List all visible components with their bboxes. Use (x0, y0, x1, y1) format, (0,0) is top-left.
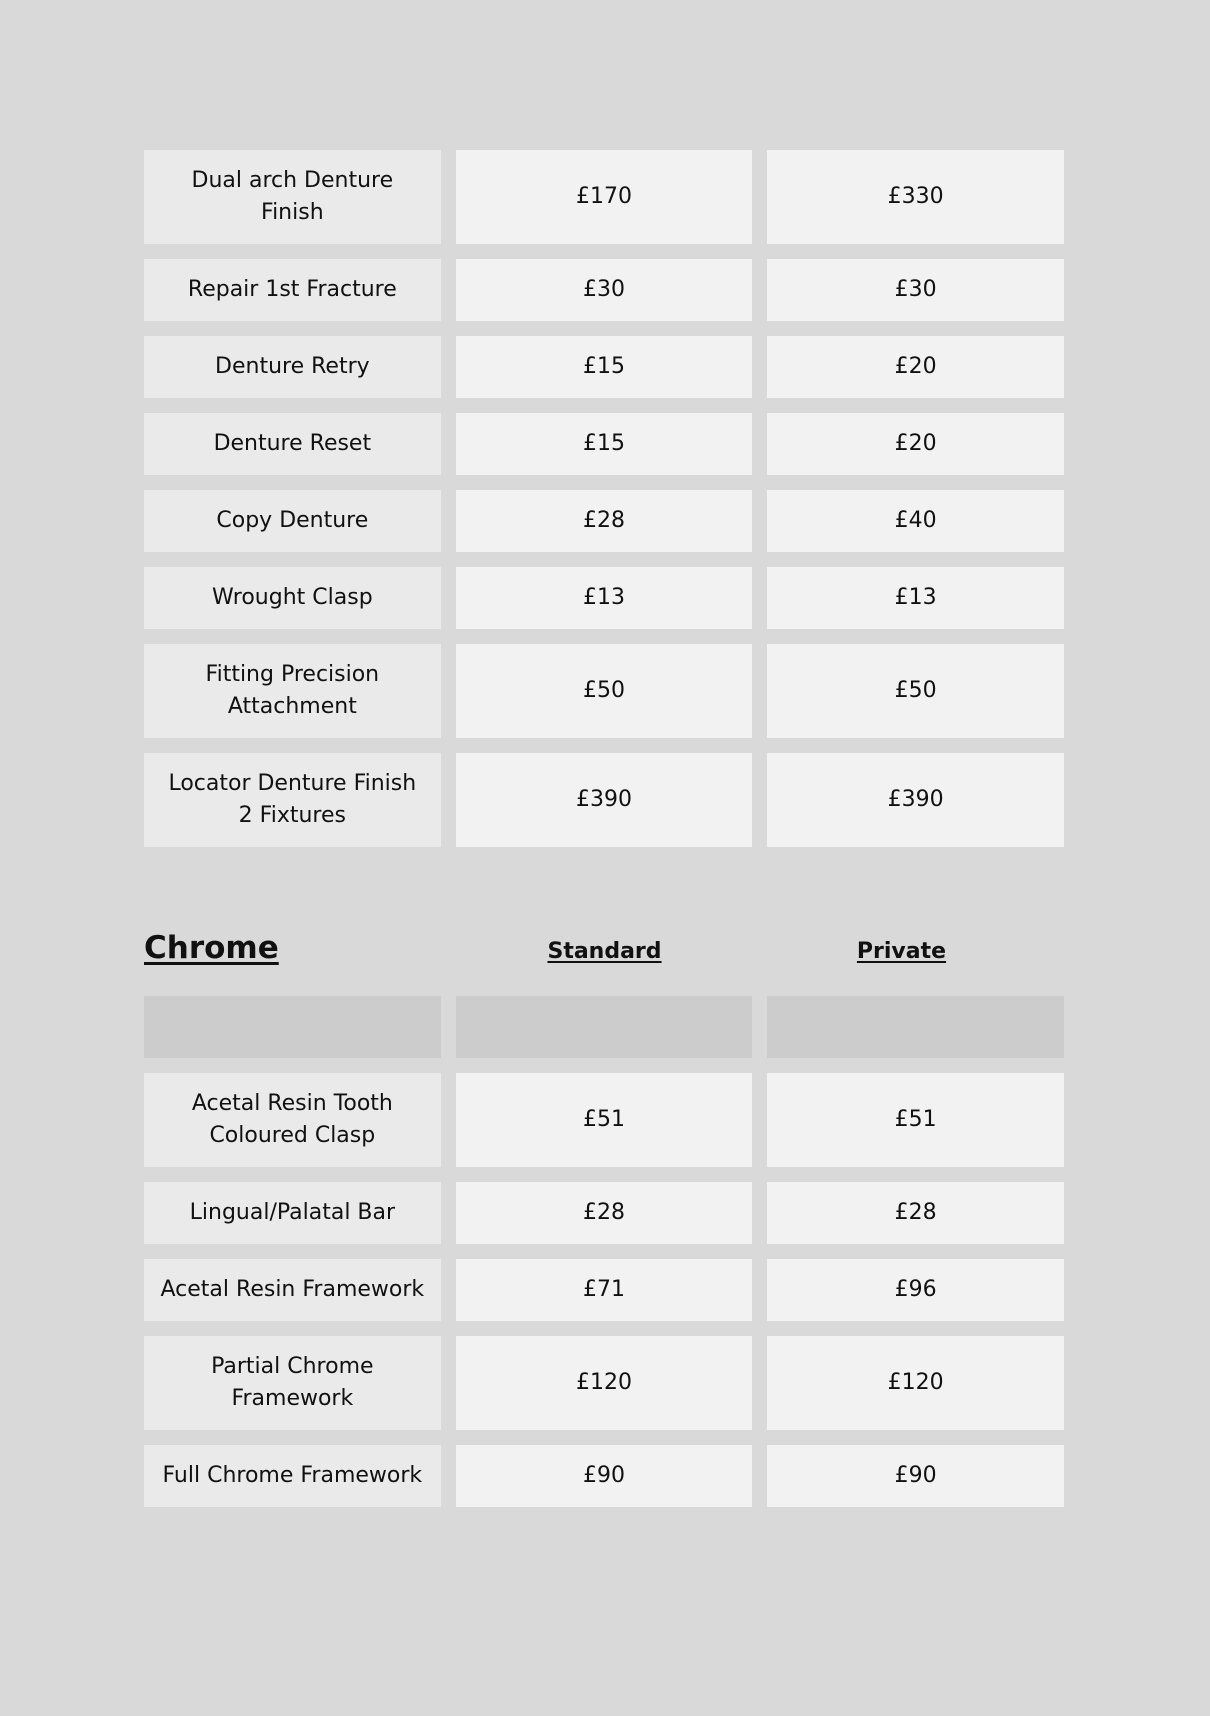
standard-price-cell: £390 (456, 753, 753, 847)
blank-cell (456, 996, 753, 1058)
standard-price-cell: £170 (456, 150, 753, 244)
table-row (144, 1259, 1064, 1321)
service-name-cell: Acetal Resin Framework (144, 1259, 441, 1321)
service-name-cell: Partial Chrome Framework (144, 1336, 441, 1430)
standard-price-cell: £30 (456, 259, 753, 321)
standard-price-cell: £15 (456, 413, 753, 475)
table-row (144, 1445, 1064, 1507)
private-price-cell: £390 (767, 753, 1064, 847)
private-price-cell: £50 (767, 644, 1064, 738)
table-row (144, 490, 1064, 552)
table-row (144, 1336, 1064, 1430)
blank-cell (767, 996, 1064, 1058)
private-price-cell: £40 (767, 490, 1064, 552)
table-row (144, 753, 1064, 847)
private-price-cell: £51 (767, 1073, 1064, 1167)
private-price-cell: £20 (767, 336, 1064, 398)
table-row (144, 1182, 1064, 1244)
private-price-cell: £90 (767, 1445, 1064, 1507)
service-name-cell: Full Chrome Framework (144, 1445, 441, 1507)
service-name-cell: Fitting Precision Attachment (144, 644, 441, 738)
private-price-cell: £120 (767, 1336, 1064, 1430)
service-name-cell: Acetal Resin Tooth Coloured Clasp (144, 1073, 441, 1167)
standard-price-cell: £15 (456, 336, 753, 398)
private-price-cell: £28 (767, 1182, 1064, 1244)
service-name-cell: Lingual/Palatal Bar (144, 1182, 441, 1244)
service-name-cell: Repair 1st Fracture (144, 259, 441, 321)
standard-price-cell: £13 (456, 567, 753, 629)
table-row (144, 413, 1064, 475)
private-price-cell: £96 (767, 1259, 1064, 1321)
private-column-header: Private (856, 939, 947, 964)
standard-price-cell: £71 (456, 1259, 753, 1321)
standard-column-header: Standard (547, 939, 662, 964)
table-row (144, 644, 1064, 738)
standard-price-cell: £120 (456, 1336, 753, 1430)
table-row (144, 1073, 1064, 1167)
table-row (144, 336, 1064, 398)
service-name-cell: Denture Reset (144, 413, 441, 475)
standard-price-cell: £51 (456, 1073, 753, 1167)
private-price-cell: £330 (767, 150, 1064, 244)
standard-price-cell: £28 (456, 490, 753, 552)
standard-price-cell: £28 (456, 1182, 753, 1244)
table-row (144, 150, 1064, 244)
private-price-cell: £20 (767, 413, 1064, 475)
section-title: Chrome (144, 930, 279, 966)
chrome-section-header (144, 926, 1064, 976)
service-name-cell: Locator Denture Finish 2 Fixtures (144, 753, 441, 847)
standard-price-cell: £90 (456, 1445, 753, 1507)
table-row (144, 567, 1064, 629)
service-name-cell: Copy Denture (144, 490, 441, 552)
blank-cell (144, 996, 441, 1058)
table-row (144, 259, 1064, 321)
service-name-cell: Denture Retry (144, 336, 441, 398)
chrome-price-table (144, 996, 1064, 1522)
standard-price-cell: £50 (456, 644, 753, 738)
blank-row (144, 996, 1064, 1058)
denture-price-table (144, 150, 1064, 862)
private-price-cell: £30 (767, 259, 1064, 321)
service-name-cell: Wrought Clasp (144, 567, 441, 629)
private-price-cell: £13 (767, 567, 1064, 629)
service-name-cell: Dual arch Denture Finish (144, 150, 441, 244)
